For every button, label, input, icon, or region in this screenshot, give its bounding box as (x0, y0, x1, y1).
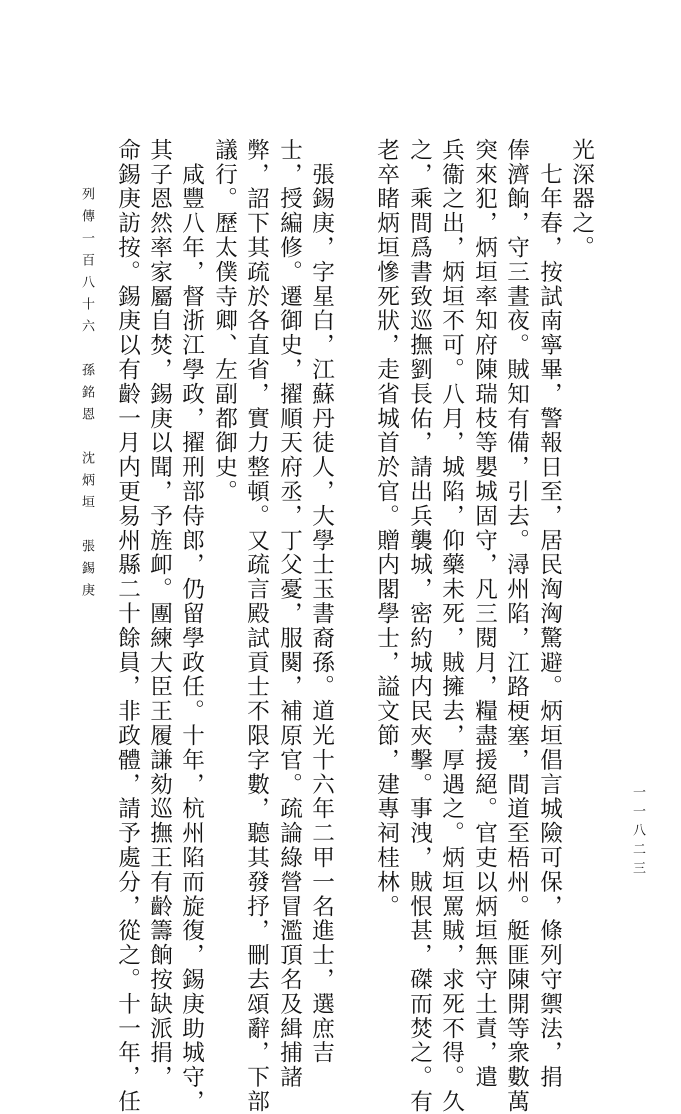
text-column-13: 咸豐八年，督浙江學政，擢刑部侍郎，仍留學政任。十年，杭州陷而旋復，錫庚助城守， (178, 138, 205, 1114)
text-column-9: 張錫庚，字星白，江蘇丹徒人，大學士玉書裔孫。道光十六年二甲一名進士，選庶吉 (308, 138, 335, 1066)
text-column-11: 弊，詔下其疏於各直省，實力整頓。又疏言殿試貢士不限字數，聽其發抒，刪去頌辭，下部 (243, 138, 270, 1114)
text-column-6: 之，乘間爲書致巡撫劉長佑，請出兵襲城，密約城内民夾擊。事洩，賊恨甚，磔而焚之。有 (406, 138, 433, 1114)
text-column-1: 光深器之。 (568, 138, 595, 260)
text-column-3: 俸濟餉，守三晝夜。賊知有備，引去。潯州陷，江路梗塞，間道至梧州。艇匪陳開等衆數萬 (503, 138, 530, 1114)
text-column-5: 兵衞之出，炳垣不可。八月，城陷，仰藥未死，賊擁去，厚遇之。炳垣罵賊，求死不得。久 (438, 138, 465, 1114)
running-head: 列傳一百八十六 孫銘恩 沈炳垣 張錫庚 (79, 187, 94, 605)
text-column-2: 七年春，按試南寧畢，警報日至，居民洶洶驚避。炳垣倡言城險可保，條列守禦法，捐 (536, 138, 563, 1090)
text-column-12: 議行。歷太僕寺卿、左副都御史。 (211, 138, 238, 504)
text-column-4: 突來犯，炳垣率知府陳瑞枝等嬰城固守，凡三閱月，糧盡援絕。官吏以炳垣無守土責，遣 (471, 138, 498, 1090)
text-column-10: 士，授編修。遷御史，擢順天府丞，丁父憂，服闋，補原官。疏論綠營冒濫頂名及緝捕諸 (276, 138, 303, 1090)
text-column-14: 其子恩然率家屬自焚，錫庚以聞，予旌卹。團練大臣王履謙劾巡撫王有齡籌餉按缺派捐， (146, 138, 173, 1090)
text-column-15: 命錫庚訪按。錫庚以有齡一月内更易州縣二十餘員，非政體，請予處分，從之。十一年，任 (114, 138, 141, 1114)
page-number: 一一八二三 (630, 785, 645, 880)
text-column-7: 老卒睹炳垣慘死狀，走省城首於官。贈内閣學士，謚文節，建專祠桂林。 (373, 138, 400, 919)
